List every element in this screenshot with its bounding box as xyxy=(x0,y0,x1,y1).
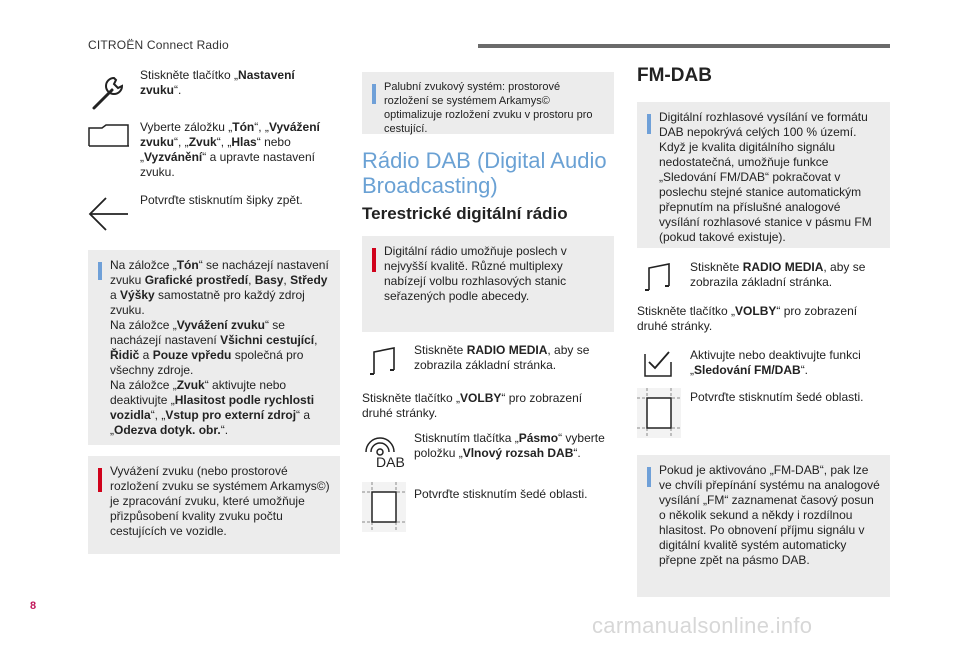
tabs-icon xyxy=(88,124,130,148)
info-box-tabs: Na záložce „Tón“ se nacházejí nastavení zvuku Grafické prostředí, Basy, Středy a Výšky samostatně pro každý zdroj zvuku. Na záložce „Vyvážení zvuku“ se nacházejí nastavení Všichni cestující, Řidič a Pouze vpředu společná pro všechny zdroje. Na záložce „Zvuk“ aktivujte nebo deaktivujte „Hlasitost podle rychlosti vozidla“, „Vstup pro externí zdroj“ a „Odezva dotyk. obr.“. xyxy=(88,250,340,445)
warning-marker xyxy=(98,468,102,492)
step-select-tab: Vyberte záložku „Tón“, „Vyvážení zvuku“, „Zvuk“, „Hlas“ nebo „Vyzvánění“ a upravte nastavení zvuku. xyxy=(140,120,320,179)
checkbox-icon xyxy=(643,350,675,378)
info-marker xyxy=(647,114,651,134)
info-box-fm-dab: Digitální rozhlasové vysílání ve formátu DAB nepokrývá celých 100 % území. Když je kvalita digitálního signálu nedostatečná, umožňuje funkce „Sledování FM/DAB“ pokračovat v poslechu stejné stanice automatickým přepnutím na příslušné analogové vysílání rozhlasové stanice v pásmu FM (pokud takové existuje). xyxy=(637,102,890,248)
dab-label: DAB xyxy=(376,454,405,470)
info-box-fm-switch: Pokud je aktivováno „FM-DAB“, pak lze ve chvíli přepínání systému na analogové vysílání „FM“ zaznamenat časový posun o několik sekund a někdy i rozdílnou hlasitost. Po obnovení příjmu signálu v digitální kvalitě systém automaticky přepne zpět na pásmo DAB. xyxy=(637,455,890,597)
warning-marker xyxy=(372,248,376,272)
step-confirm-back: Potvrďte stisknutím šipky zpět. xyxy=(140,193,303,207)
warning-box-balance: Vyvážení zvuku (nebo prostorové rozložení zvuku se systémem Arkamys©) je zpracování zvuku, které umožňuje přizpůsobení kvality zvuku počtu cestujících ve vozidle. xyxy=(88,456,340,554)
info-box-arkamys: Palubní zvukový systém: prostorové rozložení se systémem Arkamys© optimalizuje rozložení zvuku v prostoru pro cestující. xyxy=(362,72,614,134)
warning-box-dab: Digitální rádio umožňuje poslech v nejvyšší kvalitě. Různé multiplexy nabízejí volbu rozhlasových stanic seřazených podle abecedy. xyxy=(362,236,614,332)
step-confirm-grey: Potvrďte stisknutím šedé oblasti. xyxy=(414,487,588,501)
info-marker xyxy=(372,84,376,104)
step-radio-media: Stiskněte RADIO MEDIA, aby se zobrazila základní stránka. xyxy=(414,343,590,372)
dab-title: Rádio DAB (Digital Audio Broadcasting) xyxy=(362,148,607,198)
grey-area-icon xyxy=(362,482,406,532)
step-open-sound-settings: Stiskněte tlačítko „Nastavení zvuku“. xyxy=(140,68,295,97)
music-note-icon xyxy=(643,262,675,294)
settings-icon xyxy=(88,72,128,112)
header-title: CITROËN Connect Radio xyxy=(88,38,229,52)
grey-area-icon xyxy=(637,388,681,438)
watermark: carmanualsonline.info xyxy=(592,613,813,638)
music-note-icon xyxy=(368,346,400,378)
dab-subtitle: Terestrické digitální rádio xyxy=(362,204,568,223)
step-fm-dab-follow: Aktivujte nebo deaktivujte funkci „Sledování FM/DAB“. xyxy=(690,348,861,377)
step-confirm-grey: Potvrďte stisknutím šedé oblasti. xyxy=(690,390,864,404)
step-radio-media: Stiskněte RADIO MEDIA, aby se zobrazila základní stránka. xyxy=(690,260,866,289)
step-options: Stiskněte tlačítko „VOLBY“ pro zobrazení druhé stránky. xyxy=(637,304,858,333)
info-marker xyxy=(647,467,651,487)
header-bar xyxy=(478,44,890,48)
back-arrow-icon xyxy=(88,196,130,232)
step-band: Stisknutím tlačítka „Pásmo“ vyberte položku „Vlnový rozsah DAB“. xyxy=(414,431,605,460)
fm-dab-title: FM-DAB xyxy=(637,65,712,86)
page-number: 8 xyxy=(30,600,37,612)
step-options: Stiskněte tlačítko „VOLBY“ pro zobrazení druhé stránky. xyxy=(362,391,583,420)
info-marker xyxy=(98,262,102,280)
